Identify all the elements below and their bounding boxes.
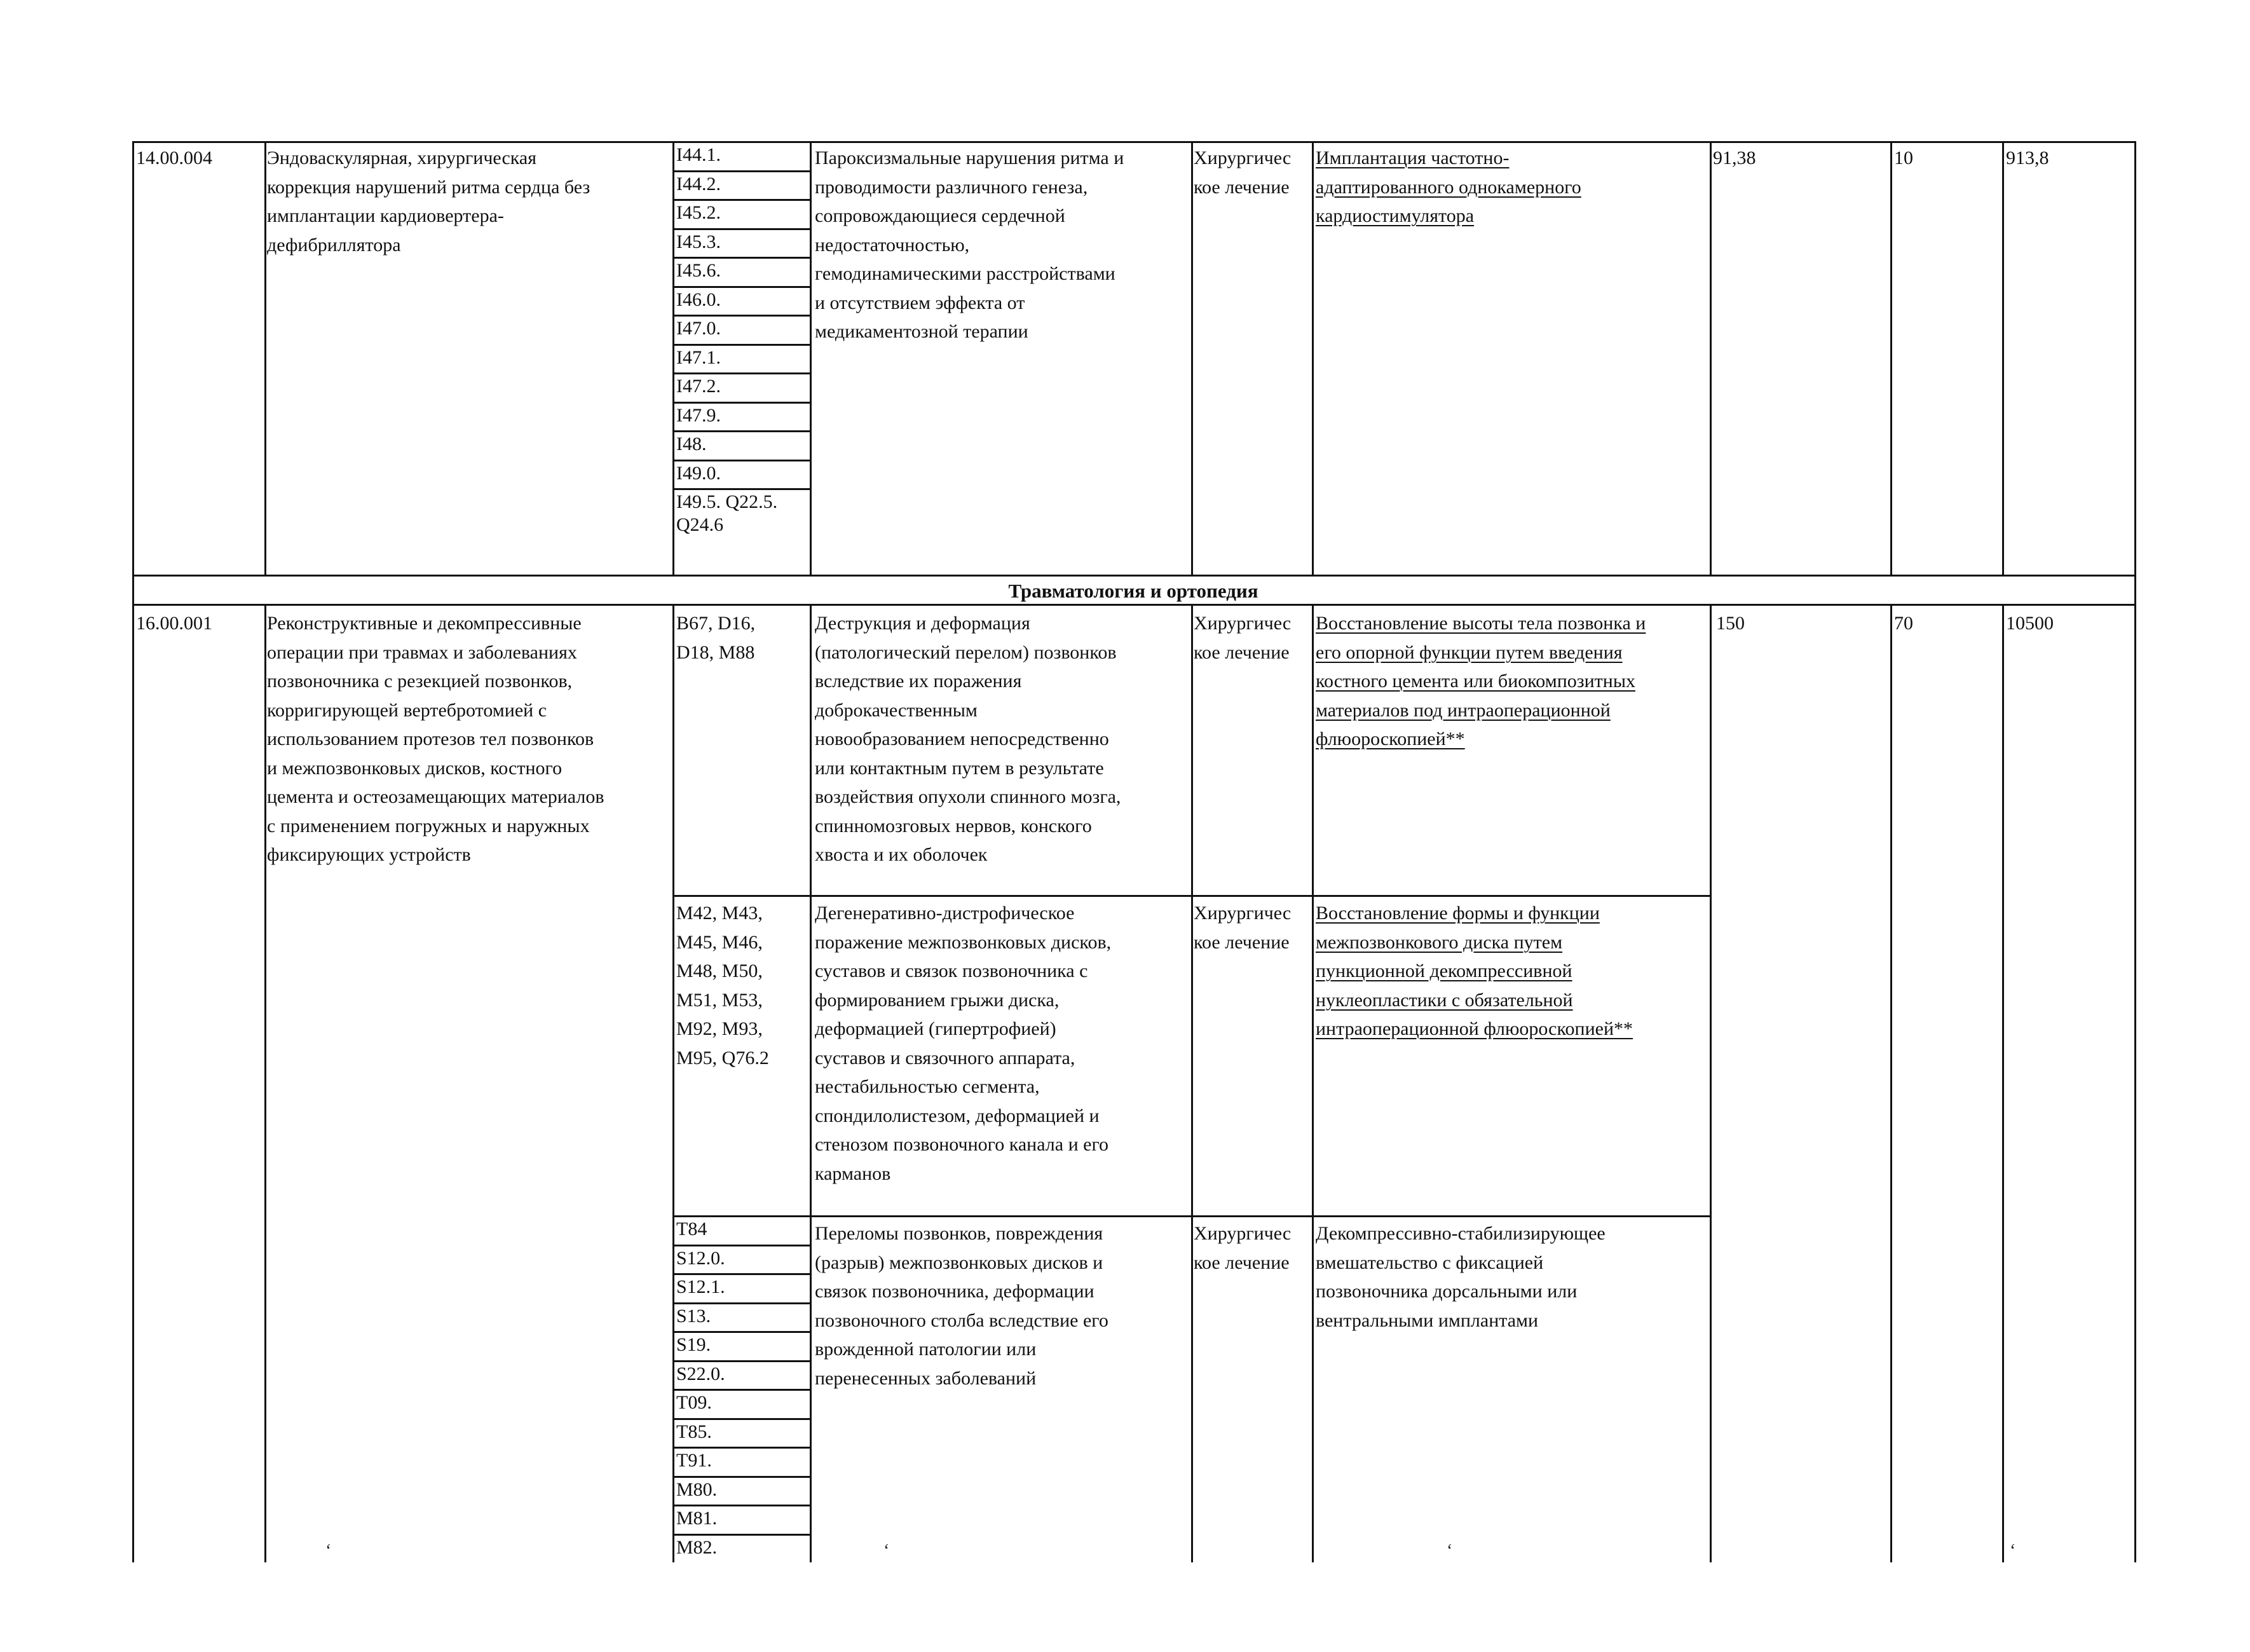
icd-cell-rule <box>672 1331 810 1333</box>
table-rule-vertical <box>2134 141 2136 575</box>
scan-mark: ʻ <box>2010 1541 2016 1560</box>
row1-icd-code: I49.5. Q22.5. Q24.6 <box>676 491 778 535</box>
row2a-method: Восстановление высоты тела позвонка и его опорной функции путем введения костного цемента или биокомпозитных материалов под интраоперационной флюороскопией** <box>1316 613 1646 749</box>
row1-icd-code: I47.2. <box>676 376 721 397</box>
table-rule-vertical <box>264 604 266 1562</box>
row1-icd-code: I48. <box>676 433 707 454</box>
icd-cell-rule <box>672 488 810 490</box>
row1-icd-code: I47.1. <box>676 346 721 368</box>
icd-cell-rule <box>672 1505 810 1506</box>
icd-cell-rule <box>672 228 810 230</box>
row2-value-1: 150 <box>1716 613 1745 634</box>
row2a-patient-model: Деструкция и деформация (патологический перелом) позвонков вследствие их поражения доброкачественным новообразованием непосредственно или контактным путем в результате воздействия опухоли спинного мозга, спинномозговых нервов, конского хвоста и их оболочек <box>815 613 1121 865</box>
row1-name: Эндоваскулярная, хирургическая коррекция нарушений ритма сердца без имплантации кардиовертера- дефибриллятора <box>267 147 590 256</box>
row2b-treatment-type: Хирургичес кое лечение <box>1194 903 1292 953</box>
table-rule-vertical <box>2002 604 2004 1562</box>
row1-value-1: 91,38 <box>1713 147 1756 168</box>
icd-cell-rule <box>672 402 810 404</box>
section-header: Травматология и ортопедия <box>1008 580 1258 602</box>
icd-cell-rule <box>672 1360 810 1362</box>
row2c-icd-code: S12.0. <box>676 1247 725 1269</box>
row2a-treatment-type: Хирургичес кое лечение <box>1194 613 1292 663</box>
table-rule-vertical <box>1890 604 1892 1562</box>
row2c-icd-code: T09. <box>676 1392 712 1413</box>
row1-icd-code: I45.6. <box>676 260 721 281</box>
row1-icd-code: I45.2. <box>676 202 721 223</box>
table-rule-vertical <box>2002 141 2004 575</box>
row1-patient-model: Пароксизмальные нарушения ритма и проводимости различного генеза, сопровождающиеся сердечной недостаточностью, гемодинамическими расстройствами и отсутствием эффекта от медикаментозной терапии <box>815 147 1124 342</box>
row2c-icd-code: S12.1. <box>676 1276 725 1297</box>
icd-cell-rule <box>672 1273 810 1275</box>
row2b-method: Восстановление формы и функции межпозвонкового диска путем пункционной декомпрессивной нуклеопластики с обязательной интраоперационной флюороскопией** <box>1316 903 1633 1039</box>
icd-cell-rule <box>672 1245 810 1246</box>
row2a-icd: B67, D16, D18, M88 <box>676 613 756 663</box>
icd-cell-rule <box>672 344 810 346</box>
row2c-icd-code: S19. <box>676 1334 711 1355</box>
row1-value-2: 10 <box>1894 147 1913 168</box>
row1-method: Имплантация частотно- адаптированного однокамерного кардиостимулятора <box>1316 147 1581 226</box>
icd-cell-rule <box>672 1534 810 1536</box>
table-rule-horizontal <box>132 575 2134 577</box>
icd-cell-rule <box>672 372 810 374</box>
table-rule-vertical <box>1191 141 1193 575</box>
icd-cell-rule <box>672 1389 810 1391</box>
table-rule-horizontal <box>132 604 2134 606</box>
row1-icd-code: I47.0. <box>676 318 721 339</box>
row2c-icd-code: S13. <box>676 1305 711 1327</box>
row1-value-3: 913,8 <box>2006 147 2049 168</box>
table-rule-vertical <box>1191 604 1193 1562</box>
row1-treatment-type: Хирургичес кое лечение <box>1194 147 1292 198</box>
icd-cell-rule <box>672 460 810 461</box>
row1-icd-code: I46.0. <box>676 289 721 310</box>
table-rule-horizontal <box>672 1215 1710 1217</box>
table-rule-vertical <box>2134 575 2136 604</box>
table-rule-vertical <box>2134 604 2136 1562</box>
table-rule-vertical <box>1710 604 1712 1562</box>
icd-cell-rule <box>672 1476 810 1478</box>
row2b-patient-model: Дегенеративно-дистрофическое поражение межпозвонковых дисков, суставов и связок позвоночника с формированием грыжи диска, деформацией (гипертрофией) суставов и связочного аппарата, нестабильностью сегмента, спондилолистезом, деформацией и стенозом позвоночного канала и его карманов <box>815 903 1112 1184</box>
row1-icd-code: I47.9. <box>676 404 721 426</box>
icd-cell-rule <box>672 1302 810 1304</box>
icd-cell-rule <box>672 1447 810 1449</box>
table-rule-vertical <box>810 141 812 575</box>
icd-cell-rule <box>672 286 810 288</box>
scan-mark: ʻ <box>325 1541 332 1560</box>
scan-mark: ʻ <box>883 1541 890 1560</box>
table-rule-vertical <box>1890 141 1892 575</box>
row2c-icd-code: M82. <box>676 1536 718 1558</box>
icd-cell-rule <box>672 257 810 259</box>
table-rule-vertical <box>1710 141 1712 575</box>
icd-cell-rule <box>672 430 810 432</box>
table-rule-vertical <box>132 141 134 575</box>
table-rule-vertical <box>264 141 266 575</box>
row2c-icd-code: M81. <box>676 1508 718 1529</box>
table-rule-vertical <box>1312 604 1314 1562</box>
table-rule-vertical <box>1312 141 1314 575</box>
row2c-method: Декомпрессивно-стабилизирующее вмешательство с фиксацией позвоночника дорсальными или вентральными имплантами <box>1316 1223 1606 1331</box>
row1-code: 14.00.004 <box>136 147 212 168</box>
row2-value-2: 70 <box>1894 613 1913 634</box>
row1-icd-code: I44.1. <box>676 144 721 165</box>
row2b-icd: M42, M43, M45, M46, M48, M50, M51, M53, M92, M93, M95, Q76.2 <box>676 903 769 1068</box>
scan-mark: ʻ <box>1447 1541 1453 1560</box>
row2c-icd-code: T84 <box>676 1219 707 1239</box>
icd-cell-rule <box>672 199 810 201</box>
table-rule-vertical <box>132 604 134 1562</box>
row2-name: Реконструктивные и декомпрессивные операции при травмах и заболеваниях позвоночника с резекцией позвонков, корригирующей вертебротомией с использованием протезов тел позвонков и межпозвонковых дисков, костного цемента и остеозамещающих материалов с применением погружных и наружных фиксирующих устройств <box>267 613 604 865</box>
icd-cell-rule <box>672 170 810 172</box>
icd-cell-rule <box>672 1418 810 1420</box>
icd-cell-rule <box>672 315 810 317</box>
row2c-icd-code: S22.0. <box>676 1363 725 1384</box>
row2c-icd-code: T85. <box>676 1421 712 1442</box>
table-rule-horizontal <box>132 141 2134 143</box>
row2c-patient-model: Переломы позвонков, повреждения (разрыв) межпозвонковых дисков и связок позвоночника, деформации позвоночного столба вследствие его врожденной патологии или перенесенных заболеваний <box>815 1223 1108 1389</box>
row2-code: 16.00.001 <box>136 613 212 634</box>
row2c-treatment-type: Хирургичес кое лечение <box>1194 1223 1292 1273</box>
row2-value-3: 10500 <box>2006 613 2054 634</box>
row1-icd-code: I49.0. <box>676 462 721 484</box>
table-rule-vertical <box>672 141 674 575</box>
table-rule-horizontal <box>672 895 1710 897</box>
row1-icd-code: I44.2. <box>676 173 721 195</box>
row2c-icd-code: T91. <box>676 1450 712 1471</box>
row1-icd-code: I45.3. <box>676 231 721 252</box>
table-rule-vertical <box>810 604 812 1562</box>
row2c-icd-code: M80. <box>676 1478 718 1500</box>
